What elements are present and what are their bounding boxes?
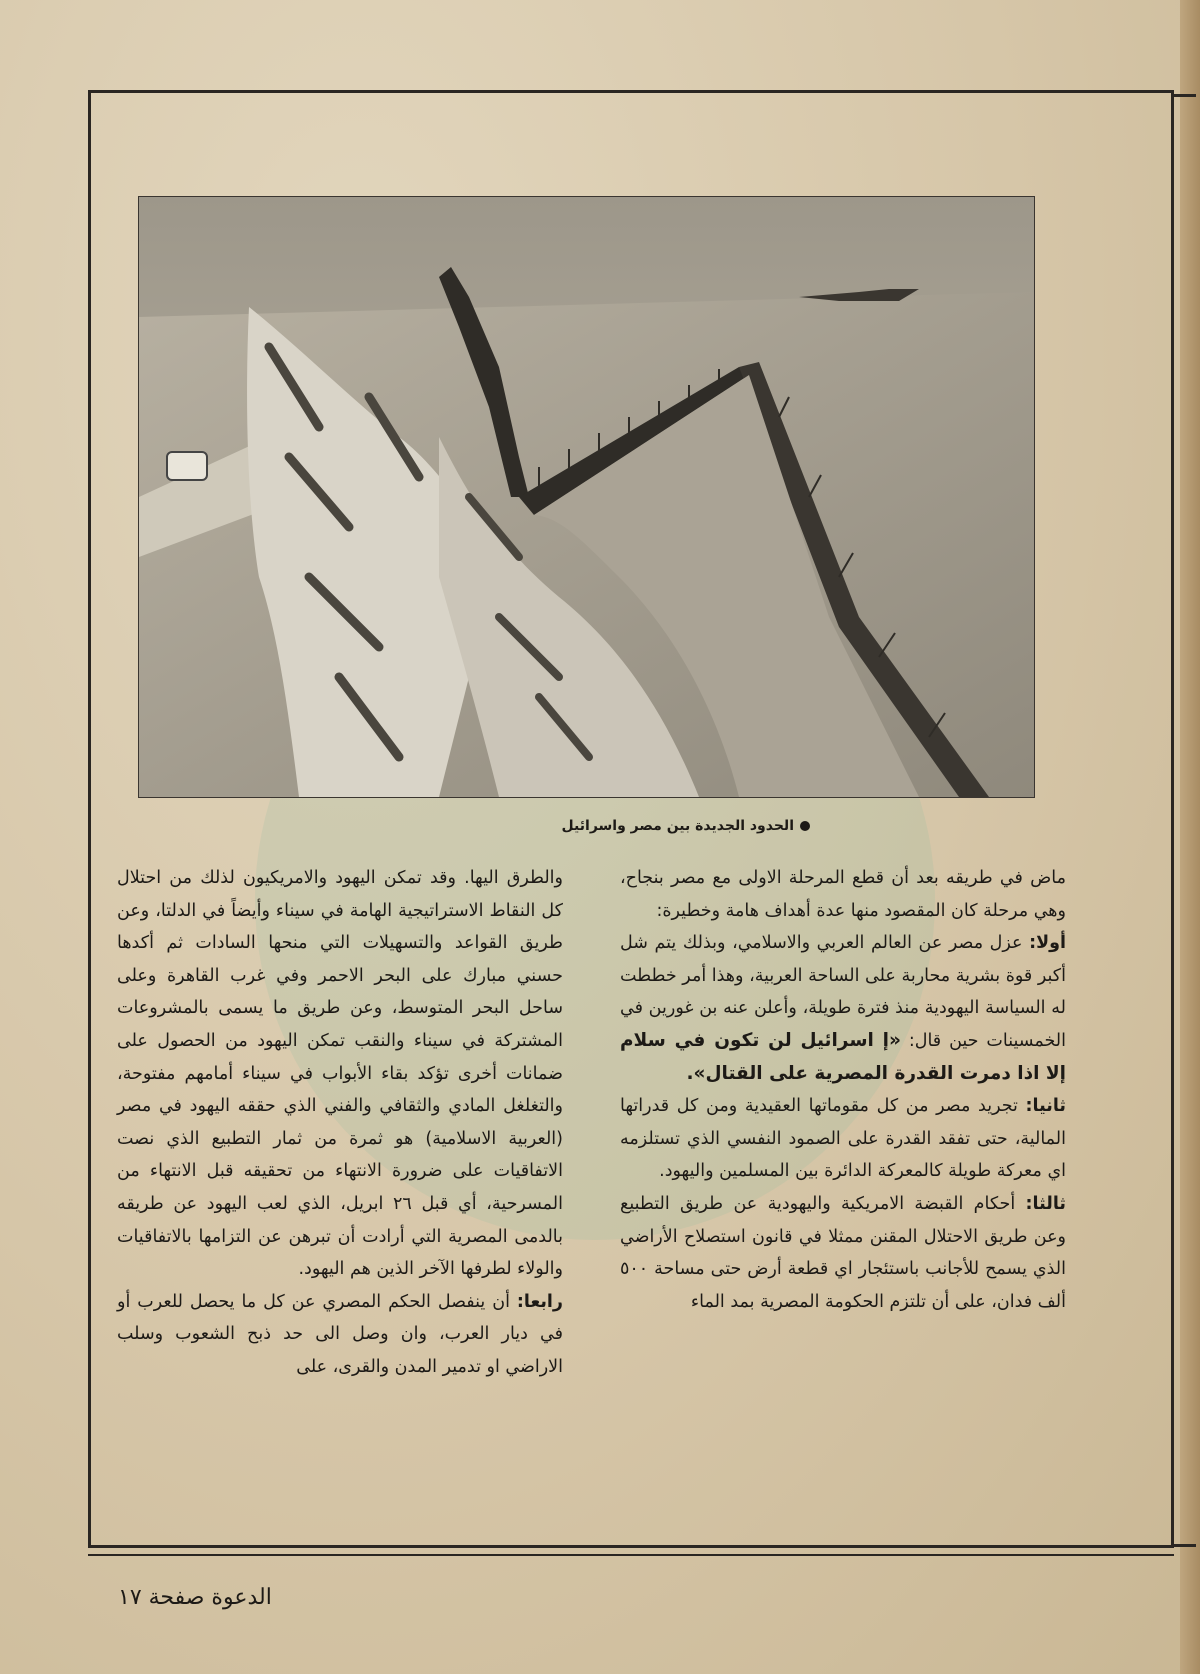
paragraph (620, 1090, 1066, 1188)
paragraph-text: تجريد مصر من كل مقوماتها العقيدية ومن كل قدراتها المالية، حتى تفقد القدرة على الصمود النفسي الذي تستلزمه اي معركة طويلة كالمعركة الدائرة بين المسلمين واليهود. (620, 1096, 1066, 1182)
point-lead: ثانيا: (1025, 1096, 1066, 1117)
point-lead: ثالثا: (1025, 1193, 1066, 1214)
page-edge (1180, 0, 1200, 1674)
paragraph-text: ماض في طريقه بعد أن قطع المرحلة الاولى مع مصر بنجاح، وهي مرحلة كان المقصود منها عدة أهداف هامة وخطيرة: (620, 868, 1066, 921)
frame-tick-bottom (1172, 1544, 1196, 1547)
point-lead: رابعا: (516, 1291, 563, 1312)
caption-text: الحدود الجديدة بين مصر واسرائيل (561, 818, 794, 834)
frame-bottom-rule (88, 1554, 1174, 1556)
paragraph (620, 1188, 1066, 1318)
paragraph-text: أن ينفصل الحكم المصري عن كل ما يحصل للعرب أو في ديار العرب، وان وصل الى حد ذبح الشعوب وسلب الاراضي او تدمير المدن والقرى، على (117, 1291, 563, 1377)
paragraph-text: والطرق اليها. وقد تمكن اليهود والامريكيون لذلك من احتلال كل النقاط الاستراتيجية الهامة في سيناء وأيضاً في الدلتا، وعن طريق القواعد والتسهيلات التي منحها السادات ثم أكدها حسني مبارك على البحر الاحمر وفي غرب القاهرة وعلى ساحل البحر المتوسط، وعن طريق ما يسمى بالمشروعات المشتركة في سيناء والنقب تمكن اليهود من الحصول على ضمانات أخرى تؤكد بقاء الأبواب في سيناء أمامهم مفتوحة، والتغلغل المادي والثقافي والفني الذي حققه اليهود في مصر (العربية الاسلامية) هو ثمرة من ثمار التطبيع الذي نصت الاتفاقيات على ضرورة الانتهاء من تحقيقه قبل الانتهاء من المسرحية، أي قبل ٢٦ ابريل، الذي لعب اليهود عن طريقه بالدمى المصرية التي أرادت أن تبرهن عن التزامها بالاتفاقيات والولاء لطرفها الآخر الذين هم اليهود. (117, 868, 563, 1280)
article-column-right (620, 862, 1066, 1318)
paragraph (117, 1286, 563, 1384)
quote-text: «إ اسرائيل لن تكون في سلام إلا اذا دمرت القدرة المصرية على القتال». (620, 1029, 1066, 1084)
border-photo (138, 196, 1035, 798)
paragraph (117, 862, 563, 1286)
paragraph-text: عزل مصر عن العالم العربي والاسلامي، وبذلك يتم شل أكبر قوة بشرية محاربة على الساحة العربية، وهذا أمر خططت له السياسة اليهودية منذ فترة طويلة، وأعلن عنه بن غورين في الخمسينات حين قال: (620, 933, 1066, 1051)
article-column-left (117, 862, 563, 1384)
point-lead: أولا: (1029, 933, 1066, 954)
frame-tick-top (1172, 94, 1196, 97)
photo-caption (500, 818, 810, 834)
caption-bullet (800, 821, 810, 831)
border-photo-illustration (139, 197, 1034, 797)
paragraph (620, 862, 1066, 927)
paragraph (620, 927, 1066, 1090)
page-footer: الدعوة صفحة ١٧ (118, 1585, 272, 1610)
paragraph-text: أحكام القبضة الامريكية واليهودية عن طريق التطبيع وعن طريق الاحتلال المقنن ممثلا في قانون استصلاح الأراضي الذي يسمح للأجانب باستئجار اي قطعة أرض حتى مساحة ٥٠٠ ألف فدان، على أن تلتزم الحكومة المصرية بمد الماء (620, 1193, 1066, 1312)
